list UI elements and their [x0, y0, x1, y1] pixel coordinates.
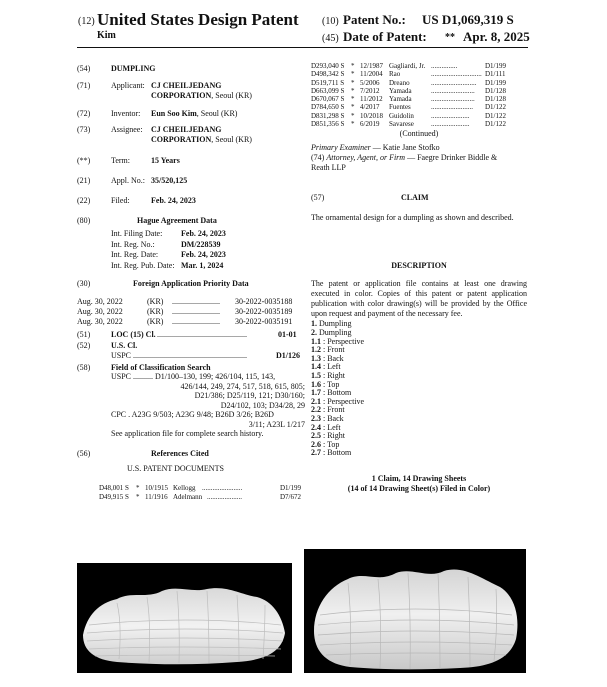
doc-type-code: (12) [78, 16, 95, 27]
assignee-code: (73) [77, 125, 91, 134]
view-number: 1.7 [311, 388, 321, 398]
refs-title: References Cited [151, 449, 209, 458]
view-item [311, 355, 527, 364]
uspc-dots: ......................................................... [133, 350, 247, 360]
ref-dots: ........................ [431, 103, 473, 112]
reference-row [77, 484, 305, 493]
ref-dots: ............... [431, 62, 458, 70]
ref-star: * [136, 493, 140, 501]
assignee-name-2: CORPORATION [151, 134, 212, 144]
drawing-figure-2 [304, 549, 526, 673]
field-uspc-line: D21/386; D25/119, 121; D30/160; [194, 391, 305, 400]
view-label: : Top [323, 379, 340, 389]
inventor-label: Inventor: [111, 109, 141, 118]
appl-number: 35/520,125 [151, 176, 188, 185]
ref-date: 5/2006 [360, 78, 380, 87]
priority-dots: ........................ [172, 317, 220, 326]
view-number: 2.2 [311, 405, 321, 415]
view-number: 2. [311, 327, 317, 337]
header-rule [77, 47, 528, 48]
priority-number: 30-2022-0035191 [235, 317, 293, 326]
view-label: : Top [323, 439, 340, 449]
ref-class: D1/199 [280, 484, 301, 492]
patent-number: US D1,069,319 S [422, 12, 514, 27]
ref-star: * [351, 70, 355, 79]
applicant-label: Applicant: [111, 81, 145, 90]
date-label: Date of Patent: [343, 29, 427, 44]
references-continued [311, 62, 527, 128]
drawing-sheets: 1 Claim, 14 Drawing Sheets [371, 473, 467, 483]
date-mark: ** [445, 32, 455, 43]
ref-number: D293,040 S [311, 62, 345, 70]
field-code: (58) [77, 362, 91, 372]
priority-dots: ........................ [172, 297, 220, 306]
view-number: 1.4 [311, 362, 321, 372]
view-number: 1.3 [311, 353, 321, 363]
ref-number: D831,298 S [311, 111, 345, 120]
hague-value: Feb. 24, 2023 [181, 250, 226, 259]
view-label: : Right [323, 431, 346, 441]
priority-date: Aug. 30, 2022 [77, 317, 123, 326]
claim-title: CLAIM [401, 193, 429, 203]
ref-number: D519,711 S [311, 78, 345, 87]
filed-date: Feb. 24, 2023 [151, 196, 196, 205]
ref-number: D663,099 S [311, 86, 345, 95]
field-cpc-line: CPC . A23G 9/503; A23G 9/48; B26D 3/26; B26D [111, 410, 274, 419]
term-label: Term: [111, 156, 130, 165]
left-column [77, 64, 305, 502]
view-label: : Left [323, 362, 341, 372]
attorney-name: — Faegre Drinker Biddle & [405, 153, 498, 163]
priority-country: (KR) [147, 317, 164, 326]
view-label: Dumpling [319, 327, 352, 337]
refs-subtitle: U.S. PATENT DOCUMENTS [127, 464, 224, 473]
patent-no-code: (10) [322, 16, 339, 27]
appl-label: Appl. No.: [111, 176, 145, 185]
reference-row [311, 120, 527, 128]
claim-text: The ornamental design for a dumpling as shown and described. [311, 213, 514, 223]
ref-dots: .......................... [431, 78, 477, 87]
view-number: 2.4 [311, 422, 321, 432]
ref-date: 11/2012 [360, 95, 383, 104]
ref-class: D1/122 [485, 111, 506, 120]
view-number: 2.1 [311, 396, 321, 406]
view-label: Dumpling [319, 319, 352, 329]
hague-value: Feb. 24, 2023 [181, 229, 226, 238]
claim-code: (57) [311, 193, 325, 203]
applicant-code: (71) [77, 81, 91, 90]
ref-star: * [351, 62, 355, 70]
ref-name: Fuentes [389, 103, 411, 112]
hague-label: Int. Reg. Date: [111, 250, 159, 259]
ref-date: 10/1915 [145, 484, 168, 492]
view-label: : Perspective [323, 336, 365, 346]
right-column [311, 62, 527, 494]
field-title: Field of Classification Search [111, 362, 211, 372]
refs-code: (56) [77, 449, 91, 458]
dumpling-image [304, 549, 526, 673]
ref-name: Dreano [389, 78, 410, 87]
term-value: 15 Years [151, 156, 180, 165]
priority-date: Aug. 30, 2022 [77, 297, 123, 306]
reference-row [311, 112, 527, 120]
field-uspc-line: D24/102, 103; D34/28, 29 [220, 400, 305, 410]
assignee-name-1: CJ CHEILJEDANG [151, 125, 222, 134]
ref-number: D851,356 S [311, 120, 345, 129]
ref-class: D1/111 [485, 70, 506, 79]
hague-label: Int. Reg. Pub. Date: [111, 260, 175, 270]
continued-note: (Continued) [399, 129, 439, 139]
description-title: DESCRIPTION [391, 261, 447, 271]
view-number: 1. [311, 319, 317, 329]
attorney-code: (74) [311, 153, 325, 163]
ref-name: Guidolin [389, 111, 414, 120]
ref-name: Yamada [389, 95, 412, 104]
priority-country: (KR) [147, 307, 164, 316]
hague-label: Int. Filing Date: [111, 229, 163, 238]
inventor-location: , Seoul (KR) [196, 109, 238, 118]
ref-star: * [136, 484, 140, 492]
hague-label: Int. Reg. No.: [111, 239, 155, 249]
dumpling-image [77, 563, 292, 673]
ref-star: * [351, 120, 355, 129]
field-uspc-line: 426/144, 249, 274, 517, 518, 615, 805; [180, 381, 305, 391]
ref-number: D49,915 S [99, 493, 129, 501]
date-code: (45) [322, 33, 339, 44]
ref-dots: ......................... [431, 95, 475, 104]
view-label: : Back [323, 353, 344, 363]
view-number: 1.6 [311, 379, 321, 389]
priority-number: 30-2022-0035188 [235, 297, 293, 306]
hague-value: Mar. 1, 2024 [181, 260, 224, 270]
ref-name: Rao [389, 70, 401, 79]
view-label: : Left [323, 422, 341, 432]
field-cpc-line: 3/11; A23L 1/217 [248, 419, 305, 429]
loc-value: 01-01 [278, 330, 297, 339]
attorney-name-2: Reath LLP [311, 163, 346, 173]
ref-date: 10/2018 [360, 111, 383, 120]
hague-title: Hague Agreement Data [137, 216, 217, 225]
view-label: : Perspective [323, 396, 365, 406]
patent-title: DUMPLING [111, 64, 156, 73]
assignee-location: , Seoul (KR) [211, 134, 252, 144]
ref-name: Savarese [389, 120, 414, 129]
ref-dots: ...................... [431, 120, 470, 129]
reference-row [311, 87, 527, 95]
hague-data [77, 229, 305, 273]
view-label: : Front [323, 405, 345, 415]
priority-dots: ........................ [172, 307, 220, 316]
field-uspc-line: USPC .......... D1/100–130, 199; 426/104, 115, 143, [111, 372, 276, 381]
ref-class: D7/672 [280, 493, 301, 501]
view-label: : Back [323, 413, 344, 423]
view-number: 1.5 [311, 370, 321, 380]
reference-row [311, 95, 527, 103]
ref-class: D1/128 [485, 86, 506, 95]
ref-name: Adelmann [173, 493, 203, 501]
ref-date: 12/1987 [360, 62, 383, 70]
view-number: 2.3 [311, 413, 321, 423]
view-item [311, 372, 527, 381]
inventor-short: Kim [97, 30, 116, 41]
ref-star: * [351, 86, 355, 95]
patent-date: Apr. 8, 2025 [463, 29, 530, 44]
view-label: : Right [323, 370, 346, 380]
ref-class: D1/199 [485, 62, 506, 70]
ref-date: 7/2012 [360, 86, 380, 95]
uspc-value: D1/126 [276, 350, 300, 360]
reference-row [77, 493, 305, 502]
priority-list [77, 297, 305, 327]
priority-code: (30) [77, 279, 91, 288]
term-code: (**) [77, 156, 91, 165]
ref-date: 11/1916 [145, 493, 168, 501]
assignee-label: Assignee: [111, 125, 143, 134]
view-number: 2.5 [311, 431, 321, 441]
ref-star: * [351, 103, 355, 112]
filed-code: (22) [77, 196, 91, 205]
ref-date: 11/2004 [360, 70, 383, 79]
view-label: : Front [323, 345, 345, 355]
ref-date: 4/2017 [360, 103, 380, 112]
ref-class: D1/128 [485, 95, 506, 104]
view-label: : Bottom [323, 388, 352, 398]
ref-dots: ............................. [431, 70, 482, 79]
loc-dots: ............................................. [157, 330, 247, 339]
priority-title: Foreign Application Priority Data [133, 279, 249, 288]
applicant-location: , Seoul (KR) [211, 90, 252, 100]
reference-row [311, 79, 527, 87]
priority-date: Aug. 30, 2022 [77, 307, 123, 316]
hague-value: DM/228539 [181, 239, 221, 249]
reference-row [311, 70, 527, 78]
loc-code: (51) [77, 330, 91, 339]
examiner-label: Primary Examiner [311, 143, 371, 153]
ref-star: * [351, 78, 355, 87]
ref-dots: ...................... [431, 111, 470, 120]
field-see-note: See application file for complete search history. [111, 429, 264, 438]
view-item [311, 449, 527, 458]
ref-star: * [351, 111, 355, 120]
view-item [311, 415, 527, 424]
uspc-label: USPC [111, 350, 132, 360]
title-code: (54) [77, 64, 91, 73]
view-label: : Bottom [323, 448, 352, 458]
ref-dots: ....................... [202, 484, 243, 492]
inventor-name: Eun Soo Kim [151, 109, 197, 118]
view-number: 1.2 [311, 345, 321, 355]
uscl-label: U.S. Cl. [111, 341, 138, 350]
ref-number: D670,067 S [311, 95, 345, 104]
applicant-name-1: CJ CHEILJEDANG [151, 81, 222, 90]
view-number: 1.1 [311, 336, 321, 346]
ref-date: 6/2019 [360, 120, 380, 129]
view-number: 2.6 [311, 439, 321, 449]
applicant-name-2: CORPORATION [151, 90, 212, 100]
attorney-label: Attorney, Agent, or Firm [326, 153, 406, 163]
description-views [311, 320, 527, 458]
drawing-sheets-color: (14 of 14 Drawing Sheet(s) Filed in Color) [347, 483, 491, 493]
patent-no-label: Patent No.: [343, 12, 406, 27]
ref-class: D1/199 [485, 78, 506, 87]
ref-number: D784,650 S [311, 103, 345, 112]
ref-name: Gagliardi, Jr. [389, 62, 426, 70]
ref-name: Yamada [389, 86, 412, 95]
loc-label: LOC (15) Cl. [111, 330, 156, 339]
priority-country: (KR) [147, 297, 164, 306]
hague-code: (80) [77, 216, 91, 225]
ref-dots: .................... [207, 493, 242, 501]
uscl-code: (52) [77, 341, 91, 350]
reference-row [311, 103, 527, 111]
view-number: 2.7 [311, 448, 321, 458]
ref-class: D1/122 [485, 120, 506, 129]
reference-row [311, 62, 527, 70]
priority-number: 30-2022-0035189 [235, 307, 293, 316]
ref-dots: ......................... [431, 86, 475, 95]
description-text: The patent or application file contains at least one drawing executed in color. Copies of this patent or patent application publication with color drawing(s) will be provided by the Office upon request and payment of the necessary fee. [311, 279, 527, 319]
ref-number: D498,342 S [311, 70, 345, 79]
doc-type-title: United States Design Patent [97, 10, 299, 29]
examiner-name: — Katie Jane Stofko [370, 143, 440, 153]
appl-code: (21) [77, 176, 91, 185]
ref-star: * [351, 95, 355, 104]
filed-label: Filed: [111, 196, 130, 205]
drawing-figure-1 [77, 563, 292, 673]
view-item [311, 432, 527, 441]
ref-number: D48,001 S [99, 484, 129, 492]
inventor-code: (72) [77, 109, 91, 118]
ref-name: Kellogg [173, 484, 196, 492]
ref-class: D1/122 [485, 103, 506, 112]
